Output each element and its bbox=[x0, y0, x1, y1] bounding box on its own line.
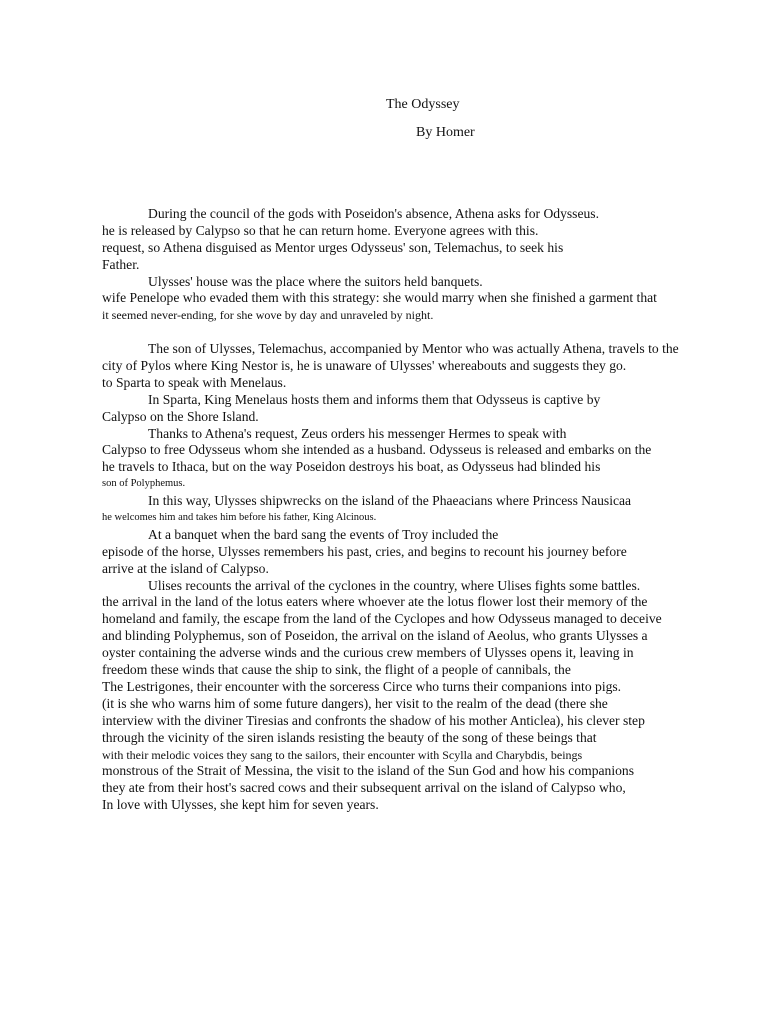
text-line: he travels to Ithaca, but on the way Poseidon destroys his boat, as Odysseus had blinded his bbox=[102, 459, 601, 475]
document-body bbox=[102, 206, 742, 814]
text-line: with their melodic voices they sang to the sailors, their encounter with Scylla and Charybdis, beings bbox=[102, 747, 583, 762]
text-line: freedom these winds that cause the ship to sink, the flight of a people of cannibals, the bbox=[102, 662, 571, 678]
text-line: son of Polyphemus. bbox=[102, 478, 186, 490]
text-line: oyster containing the adverse winds and the curious crew members of Ulysses opens it, leaving in bbox=[102, 645, 634, 661]
document-title: The Odyssey bbox=[386, 97, 460, 112]
document-author: By Homer bbox=[416, 125, 475, 140]
text-line: Ulysses' house was the place where the suitors held banquets. bbox=[148, 273, 483, 289]
text-line: In Sparta, King Menelaus hosts them and informs them that Odysseus is captive by bbox=[148, 391, 601, 407]
text-line: The Lestrigones, their encounter with the sorceress Circe who turns their companions into pigs. bbox=[102, 678, 622, 694]
text-line: At a banquet when the bard sang the events of Troy included the bbox=[148, 526, 499, 542]
text-line: through the vicinity of the siren islands resisting the beauty of the song of these beings that bbox=[102, 729, 597, 745]
text-line: he is released by Calypso so that he can return home. Everyone agrees with this. bbox=[102, 222, 539, 238]
text-line: The son of Ulysses, Telemachus, accompanied by Mentor who was actually Athena, travels to the bbox=[148, 341, 679, 357]
text-line: it seemed never-ending, for she wove by day and unraveled by night. bbox=[102, 308, 434, 323]
text-line: to Sparta to speak with Menelaus. bbox=[102, 374, 287, 390]
text-line: arrive at the island of Calypso. bbox=[102, 560, 269, 576]
text-line: and blinding Polyphemus, son of Poseidon, the arrival on the island of Aeolus, who grants Ulysses a bbox=[102, 628, 648, 644]
text-line: Ulises recounts the arrival of the cyclones in the country, where Ulises fights some battles. bbox=[148, 577, 641, 593]
text-line: Father. bbox=[102, 256, 140, 272]
text-line: In this way, Ulysses shipwrecks on the island of the Phaeacians where Princess Nausicaa bbox=[148, 493, 632, 509]
text-line: During the council of the gods with Poseidon's absence, Athena asks for Odysseus. bbox=[148, 206, 599, 221]
text-line: city of Pylos where King Nestor is, he is unaware of Ulysses' whereabouts and suggests they go. bbox=[102, 358, 627, 374]
text-line: request, so Athena disguised as Mentor urges Odysseus' son, Telemachus, to seek his bbox=[102, 239, 564, 255]
text-line: Thanks to Athena's request, Zeus orders his messenger Hermes to speak with bbox=[148, 425, 567, 441]
text-line: the arrival in the land of the lotus eaters where whoever ate the lotus flower lost their memory of the bbox=[102, 594, 648, 610]
text-line: Calypso on the Shore Island. bbox=[102, 408, 259, 424]
text-line: In love with Ulysses, she kept him for seven years. bbox=[102, 797, 379, 813]
text-line: they ate from their host's sacred cows and their subsequent arrival on the island of Calypso who, bbox=[102, 780, 626, 796]
text-line: he welcomes him and takes him before his father, King Alcinous. bbox=[102, 512, 377, 524]
text-line: homeland and family, the escape from the land of the Cyclopes and how Odysseus managed to deceive bbox=[102, 611, 662, 627]
text-line: episode of the horse, Ulysses remembers his past, cries, and begins to recount his journey before bbox=[102, 543, 627, 559]
text-line: wife Penelope who evaded them with this strategy: she would marry when she finished a garment that bbox=[102, 290, 657, 306]
text-line: Calypso to free Odysseus whom she intended as a husband. Odysseus is released and embarks on the bbox=[102, 442, 652, 458]
text-line: interview with the diviner Tiresias and confronts the shadow of his mother Anticlea), his clever step bbox=[102, 712, 645, 728]
paragraph-gap bbox=[102, 324, 742, 341]
text-line: (it is she who warns him of some future dangers), her visit to the realm of the dead (there she bbox=[102, 695, 608, 711]
text-line: monstrous of the Strait of Messina, the visit to the island of the Sun God and how his companions bbox=[102, 763, 634, 779]
